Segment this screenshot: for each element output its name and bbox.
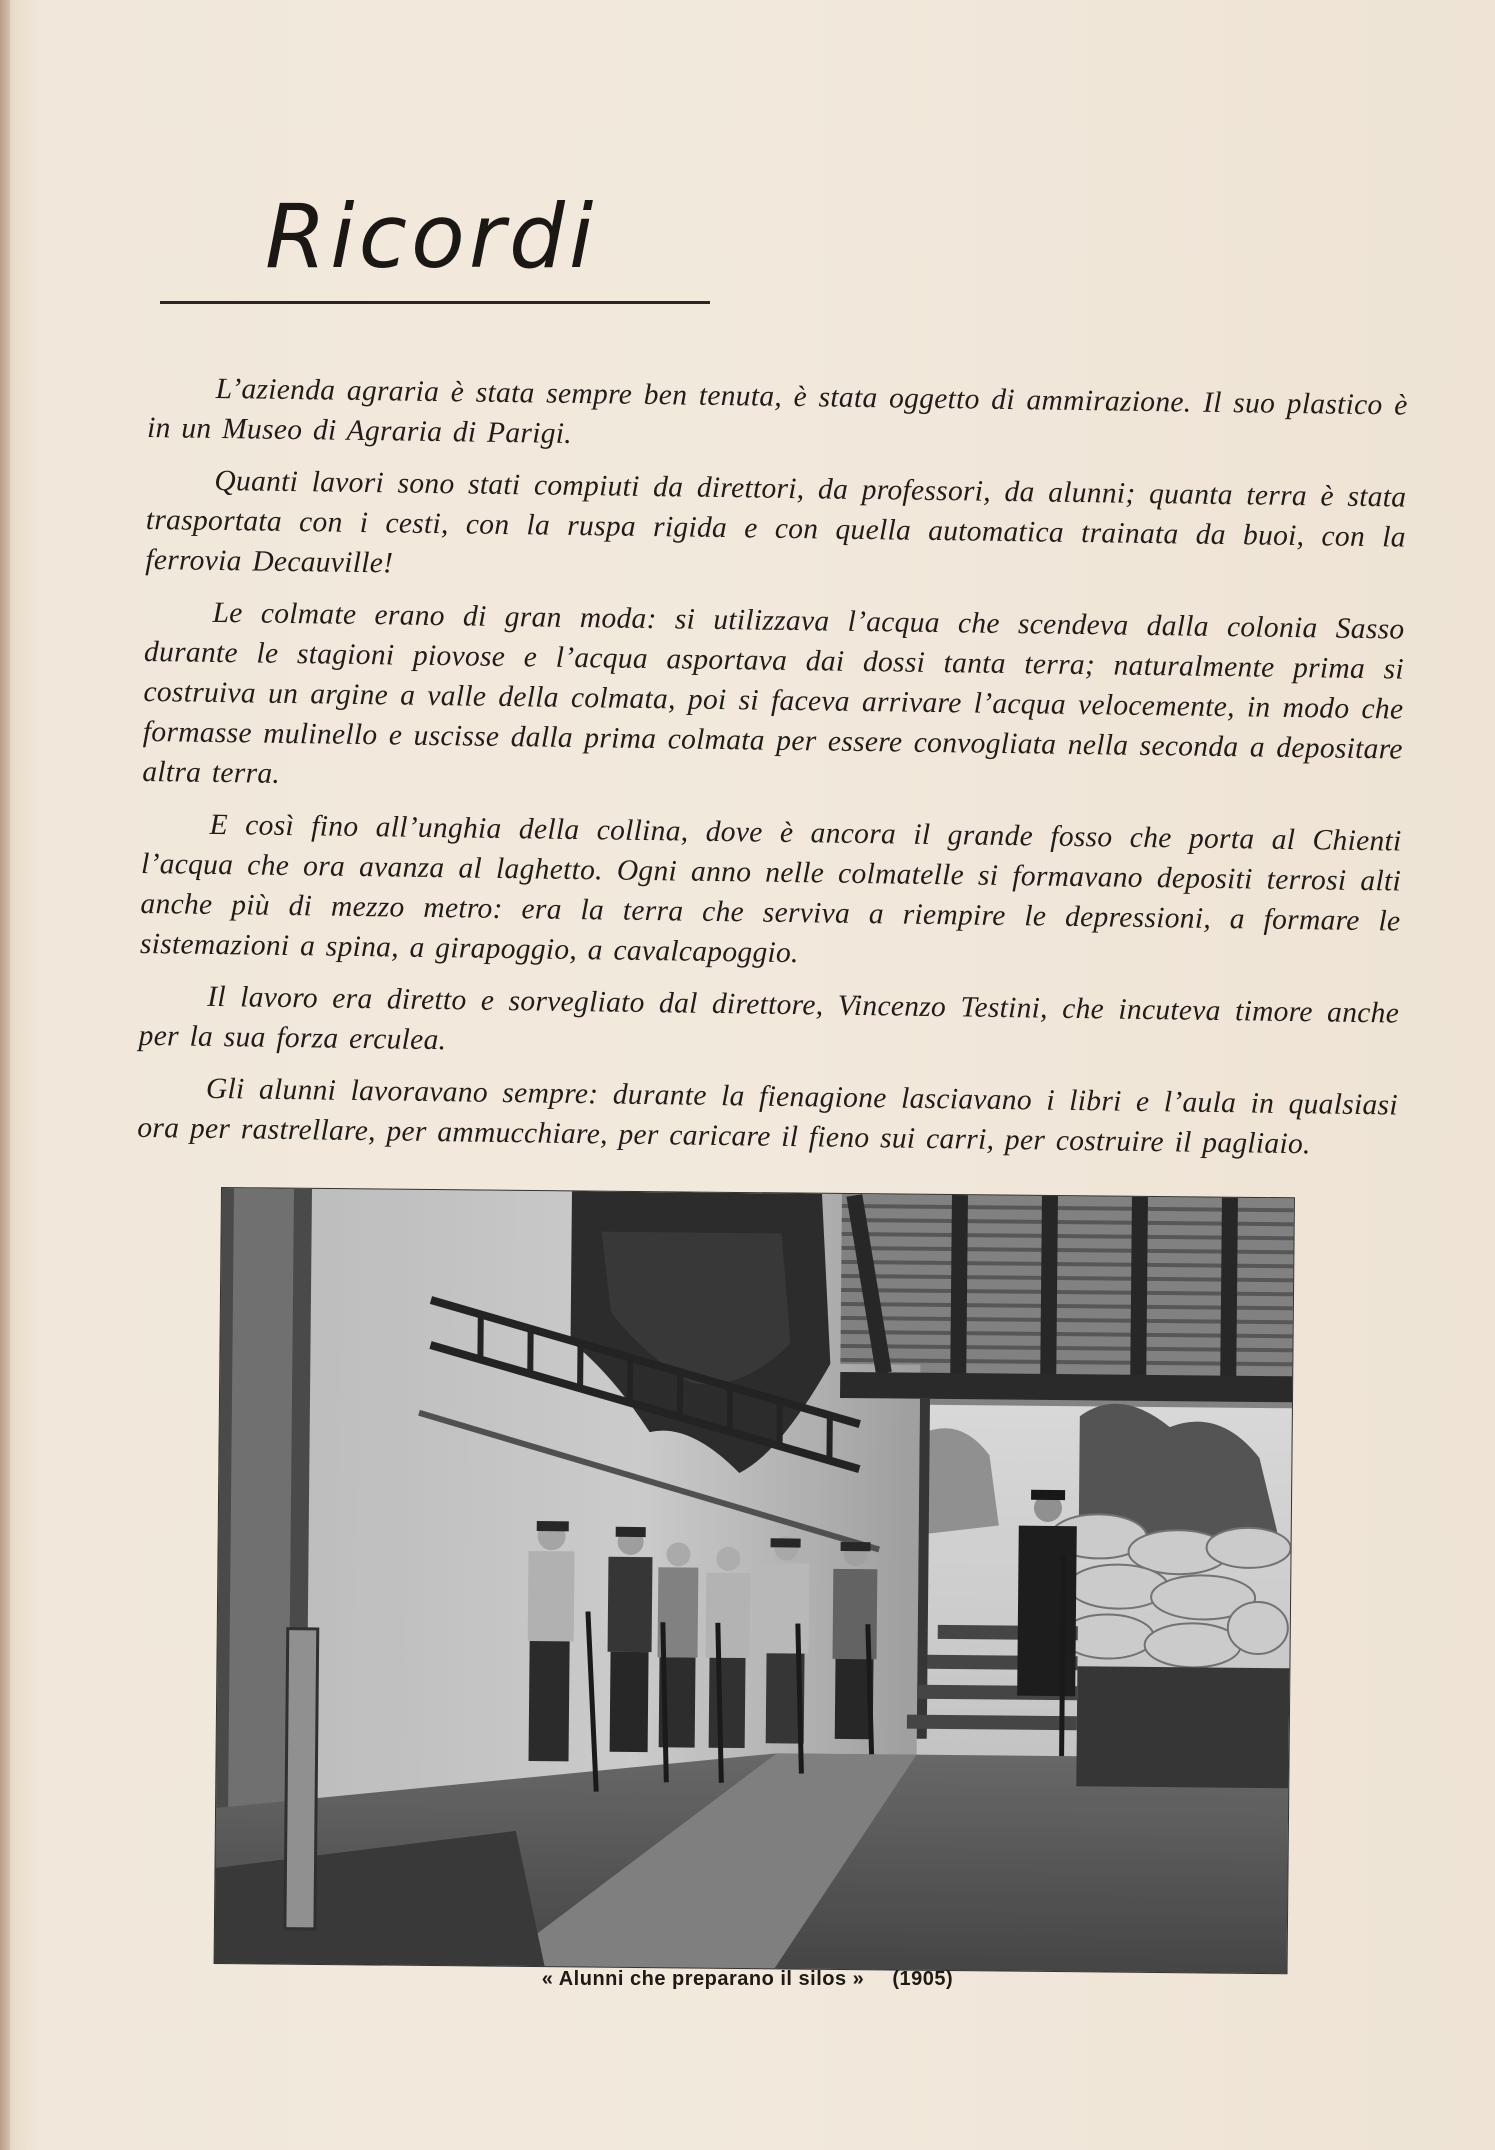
title-underline (160, 301, 710, 304)
paragraph: Gli alunni lavoravano sempre: durante la fienagione lasciavano i libri e l’aula in qualsiasi ora per rastrellare, per ammucchiare, per caricare il fieno sui carri, per costruire il pagliaio. (137, 1072, 1399, 1161)
paragraph: L’azienda agraria è stata sempre ben tenuta, è stata oggetto di ammirazione. Il suo plastico è in un Museo di Agraria di Parigi. (146, 372, 1408, 450)
caption-text: « Alunni che preparano il silos » (541, 1968, 865, 1990)
paragraph: Quanti lavori sono stati compiuti da direttori, da professori, da alunni; quanta terra è stata trasportata con i cesti, con la ruspa rigida e con quella automatica trainata da buoi, con la ferrovia Decauville! (145, 464, 1407, 580)
photo-illustration (215, 1188, 1294, 1973)
article-body (137, 368, 1408, 1178)
caption-year: (1905) (892, 1968, 954, 1990)
page-title: Ricordi (265, 185, 598, 288)
page-edge-shadow (0, 0, 10, 2150)
historic-photo (215, 1188, 1294, 1973)
paragraph: Il lavoro era diretto e sorvegliato dal direttore, Vincenzo Testini, che incuteva timore anche per la sua forza erculea. (138, 980, 1400, 1057)
paragraph: Le colmate erano di gran moda: si utilizzava l’acqua che scendeva dalla colonia Sasso durante le stagioni piovose e l’acqua asportava dai dossi tanta terra; naturalmente prima si costruiva un argine a valle della colmata, poi si faceva arrivare l’acqua velocemente, in modo che formasse mulinello e uscisse dalla prima colmata per essere convogliata nella seconda a depositare altra terra. (142, 596, 1405, 790)
photo-caption (0, 1968, 1495, 1991)
paragraph: E così fino all’unghia della collina, dove è ancora il grande fosso che porta al Chienti l’acqua che ora avanza al laghetto. Ogni anno nelle colmatelle si formavano depositi terrosi alti anche più di mezzo metro: era la terra che serviva a riempire le depressioni, a formare le sistemazioni a spina, a girapoggio, a cavalcapoggio. (139, 808, 1402, 970)
